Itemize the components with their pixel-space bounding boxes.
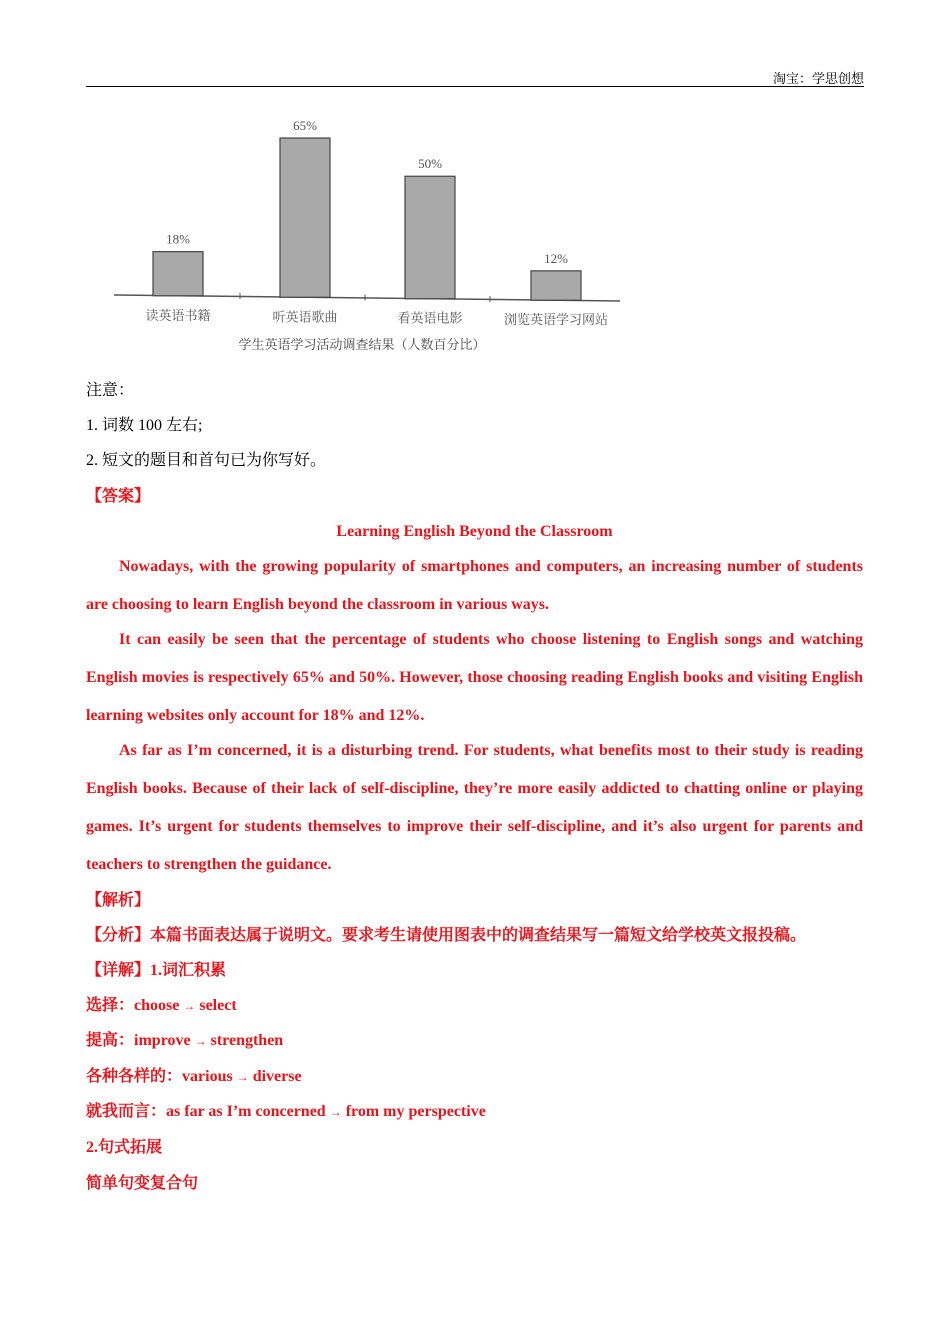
bar-value-label: 12% <box>544 250 568 266</box>
vocab-from: improve <box>134 1032 191 1049</box>
vocab-to: strengthen <box>210 1032 284 1049</box>
bar <box>531 271 581 300</box>
arrow-icon: → <box>236 1070 249 1084</box>
vocab-cn: 选择： <box>86 997 135 1014</box>
page-header <box>86 68 864 87</box>
arrow-icon: → <box>183 999 196 1013</box>
essay-paragraph: It can easily be seen that the percentage of students who choose listening to English songs and watching English movies is respectively 65% and 50%. However, those choosing reading English books and visiting English learning websites only account for 18% and 12%. <box>86 631 863 724</box>
arrow-icon: → <box>194 1034 207 1048</box>
notes-heading: 注意： <box>86 382 135 399</box>
vocab-item <box>86 996 863 1016</box>
chart-title: 学生英语学习活动调查结果（人数百分比） <box>238 338 486 353</box>
subsection-heading: 简单句变复合句 <box>86 1175 199 1192</box>
vocab-item <box>86 1102 863 1122</box>
section-heading: 2.句式拓展 <box>86 1139 163 1156</box>
vocab-cn: 就我而言： <box>86 1103 167 1120</box>
bar-value-label: 65% <box>293 118 317 134</box>
analysis-label: 【解析】 <box>86 892 151 909</box>
answer-label: 【答案】 <box>86 488 151 505</box>
arrow-icon: → <box>329 1105 342 1119</box>
bar-chart <box>100 105 640 365</box>
category-label: 听英语歌曲 <box>272 310 338 326</box>
vocab-cn: 提高： <box>86 1032 135 1049</box>
category-label: 看英语电影 <box>397 311 463 327</box>
vocab-to: select <box>199 997 237 1014</box>
bar <box>280 138 330 297</box>
vocab-from: various <box>182 1068 233 1085</box>
category-label: 读英语书籍 <box>145 308 211 324</box>
vocab-from: as far as I’m concerned <box>166 1103 326 1120</box>
bar-value-label: 18% <box>166 231 190 247</box>
vocab-to: diverse <box>252 1068 302 1085</box>
essay-paragraph: Nowadays, with the growing popularity of smartphones and computers, an increasing number of students are choosing to learn English beyond the classroom in various ways. <box>86 558 863 613</box>
vocab-item <box>86 1031 863 1051</box>
note-item: 2. 短文的题目和首句已为你写好。 <box>86 452 327 469</box>
category-label: 浏览英语学习网站 <box>503 313 609 329</box>
bar <box>153 252 203 296</box>
analysis-summary: 【分析】本篇书面表达属于说明文。要求考生请使用图表中的调查结果写一篇短文给学校英文报投稿。 <box>86 927 807 944</box>
header-text: 淘宝：学思创想 <box>772 71 864 86</box>
essay-paragraph: As far as I’m concerned, it is a disturbing trend. For students, what benefits most to their study is reading English books. Because of their lack of self-discipline, they’re more easily addicted to chatting online or playing games. It’s urgent for students themselves to improve their self-discipline, and it’s also urgent for parents and teachers to strengthen the guidance. <box>86 742 863 873</box>
bar-value-label: 50% <box>418 156 442 172</box>
essay-title: Learning English Beyond the Classroom <box>336 523 613 540</box>
vocab-item <box>86 1067 863 1087</box>
vocab-from: choose <box>134 997 180 1014</box>
note-item: 1. 词数 100 左右; <box>86 417 203 434</box>
vocab-to: from my perspective <box>345 1103 486 1120</box>
bar <box>405 176 455 299</box>
detail-heading: 【详解】1.词汇积累 <box>86 962 227 979</box>
vocab-cn: 各种各样的： <box>86 1068 183 1085</box>
